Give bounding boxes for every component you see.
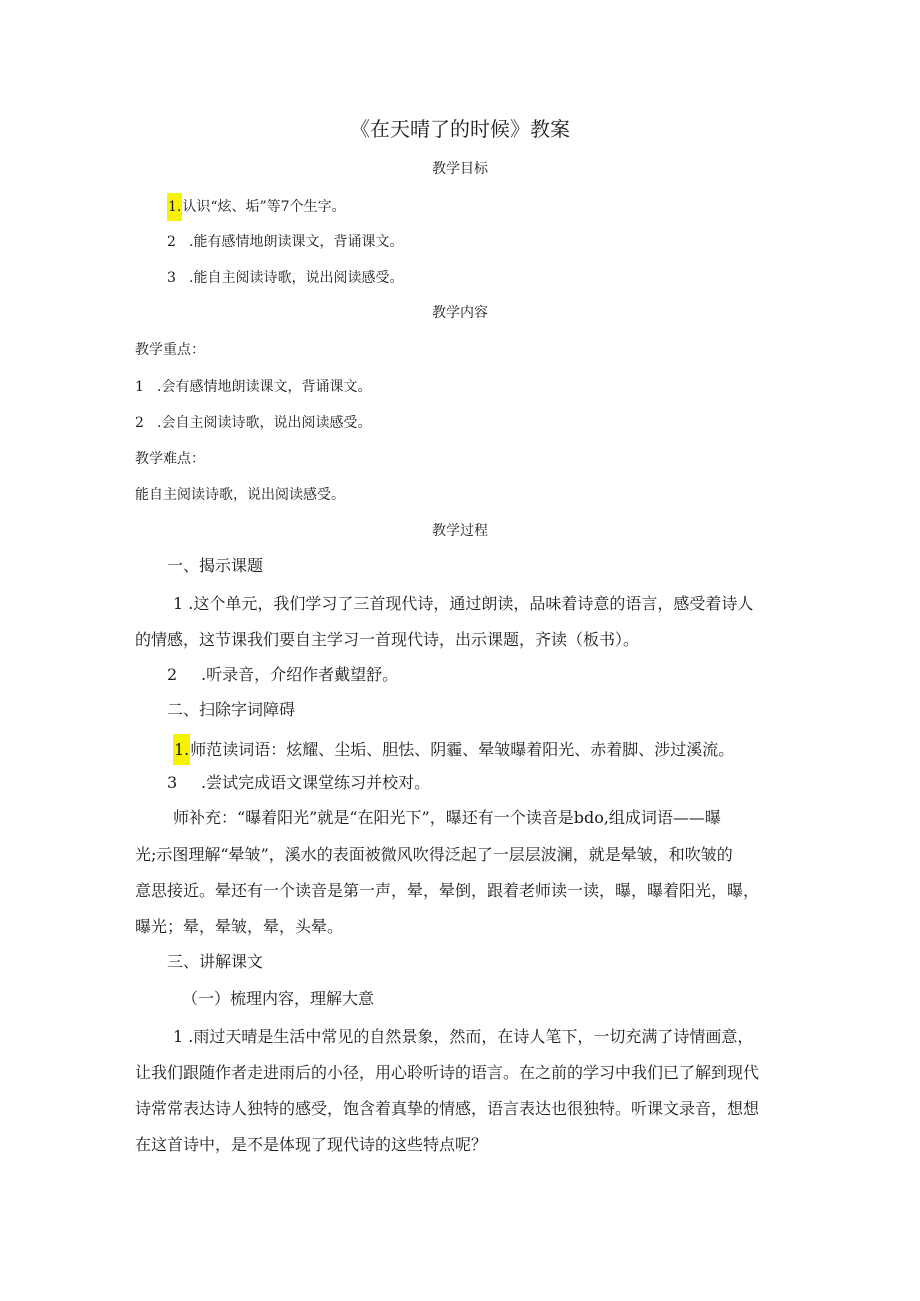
- section-2-para-1-text: 师范读词语：炫耀、尘垢、胆怯、阴霾、晕皱曝着阳光、赤着脚、涉过溪流。: [190, 740, 735, 759]
- goal-item-3-text: .能自主阅读诗歌，说出阅读感受。: [189, 270, 404, 286]
- key-point-2-number: 2: [135, 415, 144, 431]
- section-1-para-1-line-2: 的情感，这节课我们要自主学习一首现代诗，出示课题，齐读（板书）。: [135, 630, 640, 649]
- section-2-title: 二、扫除字词障碍: [167, 700, 296, 719]
- key-point-1: [135, 376, 371, 396]
- document-title: 《在天晴了的时候》教案: [350, 117, 570, 141]
- section-2-para-1-number: 1.: [173, 734, 190, 765]
- goal-item-3-number: 3: [167, 270, 176, 286]
- goal-item-1-text: 认识“炫、垢”等7个生字。: [182, 199, 346, 215]
- key-point-1-text: .会有感情地朗读课文，背诵课文。: [157, 379, 372, 395]
- section-2-note-line-3: 意思接近。晕还有一个读音是第一声，晕，晕倒，跟着老师读一读，曝，曝着阳光，曝，: [135, 881, 760, 900]
- goals-heading: 教学目标: [432, 161, 488, 177]
- section-2-para-2: [167, 770, 430, 793]
- goal-item-2-number: 2: [167, 234, 176, 250]
- section-2-note-line-4: 曝光；晕，晕皱，晕，头晕。: [135, 917, 344, 936]
- section-1-para-2-text: .听录音，介绍作者戴望舒。: [201, 665, 399, 684]
- goal-item-1-number: 1.: [167, 193, 182, 221]
- section-3-para-1-line-3: 诗常常表达诗人独特的感受，饱含着真挚的情感，语言表达也很独特。听课文录音，想想: [135, 1099, 760, 1118]
- section-2-note-line-2: 光;示图理解“晕皱”，溪水的表面被微风吹得泛起了一层层波澜，就是晕皱，和吹皱的: [135, 845, 733, 864]
- goal-item-3: [167, 267, 403, 287]
- goal-item-1: [167, 193, 346, 221]
- goal-item-2: [167, 231, 403, 251]
- difficulty-text: 能自主阅读诗歌，说出阅读感受。: [135, 487, 345, 503]
- section-1-para-2: [167, 662, 398, 685]
- section-3-para-1-line-1: 1 .雨过天晴是生活中常见的自然景象，然而，在诗人笔下，一切充满了诗情画意，: [173, 1027, 754, 1046]
- section-1-para-1-line-1: 1 .这个单元，我们学习了三首现代诗，通过朗读，品味着诗意的语言，感受着诗人: [173, 594, 754, 613]
- section-3-para-1-line-2: 让我们跟随作者走进雨后的小径，用心聆听诗的语言。在之前的学习中我们已了解到现代: [135, 1063, 760, 1082]
- difficulty-label: 教学难点：: [135, 451, 205, 467]
- section-2-para-2-text: .尝试完成语文课堂练习并校对。: [201, 773, 431, 792]
- key-points-label: 教学重点：: [135, 342, 205, 358]
- section-1-para-2-number: 2: [167, 665, 178, 684]
- process-heading: 教学过程: [432, 523, 488, 539]
- key-point-1-number: 1: [135, 379, 144, 395]
- key-point-2-text: .会自主阅读诗歌，说出阅读感受。: [157, 415, 372, 431]
- goal-item-2-text: .能有感情地朗读课文，背诵课文。: [189, 234, 404, 250]
- section-1-title: 一、揭示课题: [167, 556, 264, 575]
- content-heading: 教学内容: [432, 305, 488, 321]
- key-point-2: [135, 412, 371, 432]
- section-2-para-1: [173, 734, 734, 765]
- section-3-title: 三、讲解课文: [167, 952, 264, 971]
- section-3-subtitle: （一）梳理内容，理解大意: [182, 989, 375, 1008]
- section-2-note-line-1: 师补充：“曝着阳光”就是“在阳光下”，曝还有一个读音是bdo,组成词语——曝: [173, 808, 721, 827]
- section-2-para-2-number: 3: [167, 773, 178, 792]
- section-3-para-1-line-4: 在这首诗中，是不是体现了现代诗的这些特点呢？: [135, 1135, 488, 1154]
